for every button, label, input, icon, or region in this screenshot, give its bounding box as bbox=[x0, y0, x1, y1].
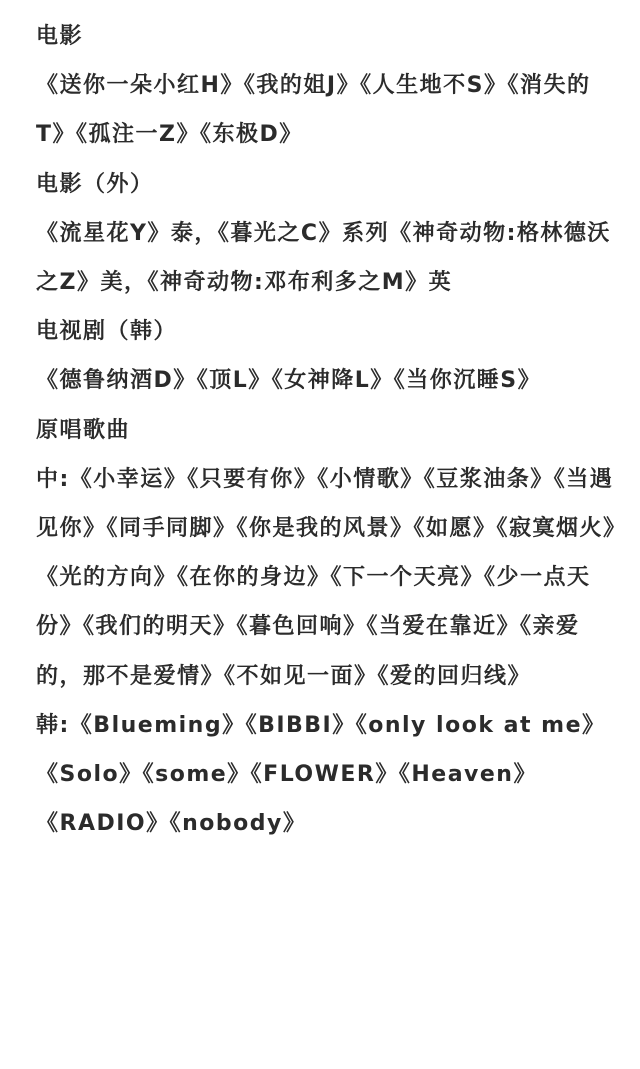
document-body bbox=[36, 12, 616, 848]
section-heading-movies: 电影 bbox=[36, 24, 84, 49]
foreign-movies-list: 《流星花Y》泰，《暮光之C》系列《神奇动物:格林德沃之Z》美，《神奇动物:邓布利多之M》英 bbox=[36, 220, 611, 296]
section-heading-foreign-movies: 电影（外） bbox=[36, 171, 154, 197]
korean-tv-list: 《德鲁纳酒D》《顶L》《女神降L》《当你沉睡S》 bbox=[36, 368, 542, 394]
section-heading-korean-tv: 电视剧（韩） bbox=[36, 319, 178, 345]
korean-songs-list: 韩:《Blueming》《BIBBI》《only look at me》《Solo》《some》《FLOWER》《Heaven》《RADIO》《nobody》 bbox=[36, 712, 606, 837]
chinese-songs-list: 中:《小幸运》《只要有你》《小情歌》《豆浆油条》《当遇见你》《同手同脚》《你是我的风景》《如愿》《寂寞烟火》《光的方向》《在你的身边》《下一个天亮》《少一点天份》《我们的明天》《暮色回响》《当爱在靠近》《亲爱的，那不是爱情》《不如见一面》《爱的回归线》 bbox=[36, 466, 616, 689]
movies-list: 《送你一朵小红H》《我的姐J》《人生地不S》《消失的T》《孤注一Z》《东极D》 bbox=[36, 73, 591, 148]
section-heading-original-songs: 原唱歌曲 bbox=[36, 417, 131, 443]
